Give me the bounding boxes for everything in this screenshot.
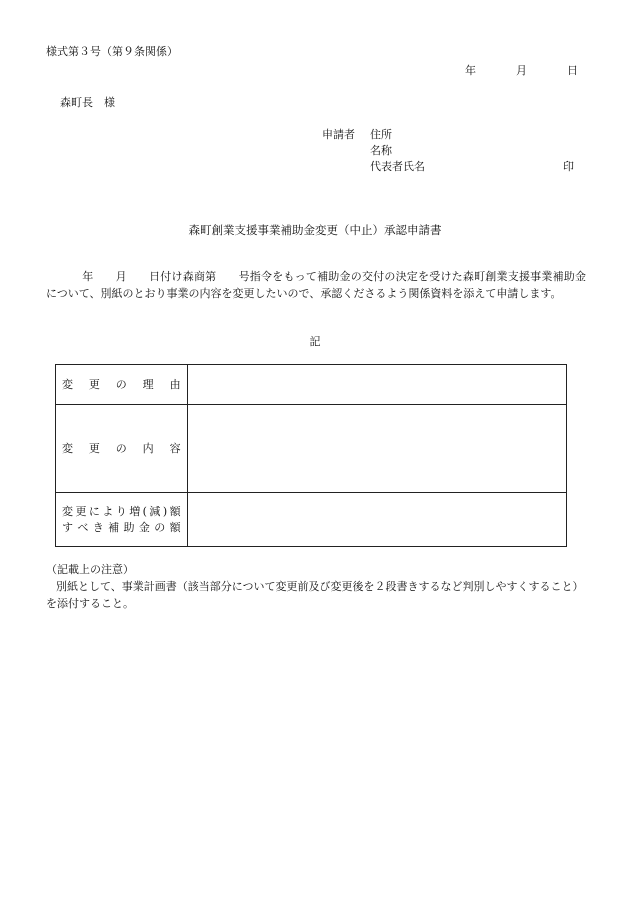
amount-value[interactable] bbox=[187, 493, 566, 547]
applicant-fields bbox=[370, 127, 425, 175]
representative-label: 代表者氏名 bbox=[370, 160, 425, 173]
reason-label: 変 更 の 理 由 bbox=[56, 365, 188, 405]
notes-section bbox=[46, 561, 586, 612]
table-row-content bbox=[56, 405, 567, 493]
applicant-label: 申請者 bbox=[322, 128, 355, 141]
date-day: 日 bbox=[567, 64, 578, 77]
seal-mark: 印 bbox=[563, 160, 574, 173]
document-title: 森町創業支援事業補助金変更（中止）承認申請書 bbox=[188, 223, 442, 237]
reason-value[interactable] bbox=[187, 365, 566, 405]
name-label: 名称 bbox=[370, 144, 392, 157]
record-heading: 記 bbox=[309, 335, 321, 348]
table-row-amount bbox=[56, 493, 567, 547]
addressee: 森町長 様 bbox=[60, 96, 115, 109]
notes-text: 別紙として、事業計画書（該当部分について変更前及び変更後を２段書きするなど判別しやすくすること）を添付すること。 bbox=[46, 580, 584, 610]
amount-label-line2: す べ き 補 助 金 の 額 bbox=[62, 520, 181, 534]
date-month: 月 bbox=[516, 64, 527, 77]
amount-label-line1: 変更により増(減)額 bbox=[62, 504, 181, 518]
form-number: 様式第３号（第９条関係） bbox=[46, 45, 178, 58]
table-row-reason bbox=[56, 365, 567, 405]
body-year: 年 bbox=[82, 270, 94, 283]
change-detail-table bbox=[55, 364, 567, 547]
date-line bbox=[425, 63, 578, 79]
body-month: 月 bbox=[115, 270, 127, 283]
date-year: 年 bbox=[465, 64, 476, 77]
content-label: 変 更 の 内 容 bbox=[56, 405, 188, 493]
application-body bbox=[46, 268, 586, 302]
content-value[interactable] bbox=[187, 405, 566, 493]
amount-label bbox=[56, 493, 188, 547]
body-main-text: 号指令をもって補助金の交付の決定を受けた森町創業支援事業補助金について、別紙のとおり事業の内容を変更したいので、承認くださるよう関係資料を添えて申請します。 bbox=[46, 270, 587, 300]
address-label: 住所 bbox=[370, 128, 392, 141]
body-dated-prefix: 日付け森商第 bbox=[148, 270, 217, 283]
notes-heading: （記載上の注意） bbox=[46, 563, 134, 576]
